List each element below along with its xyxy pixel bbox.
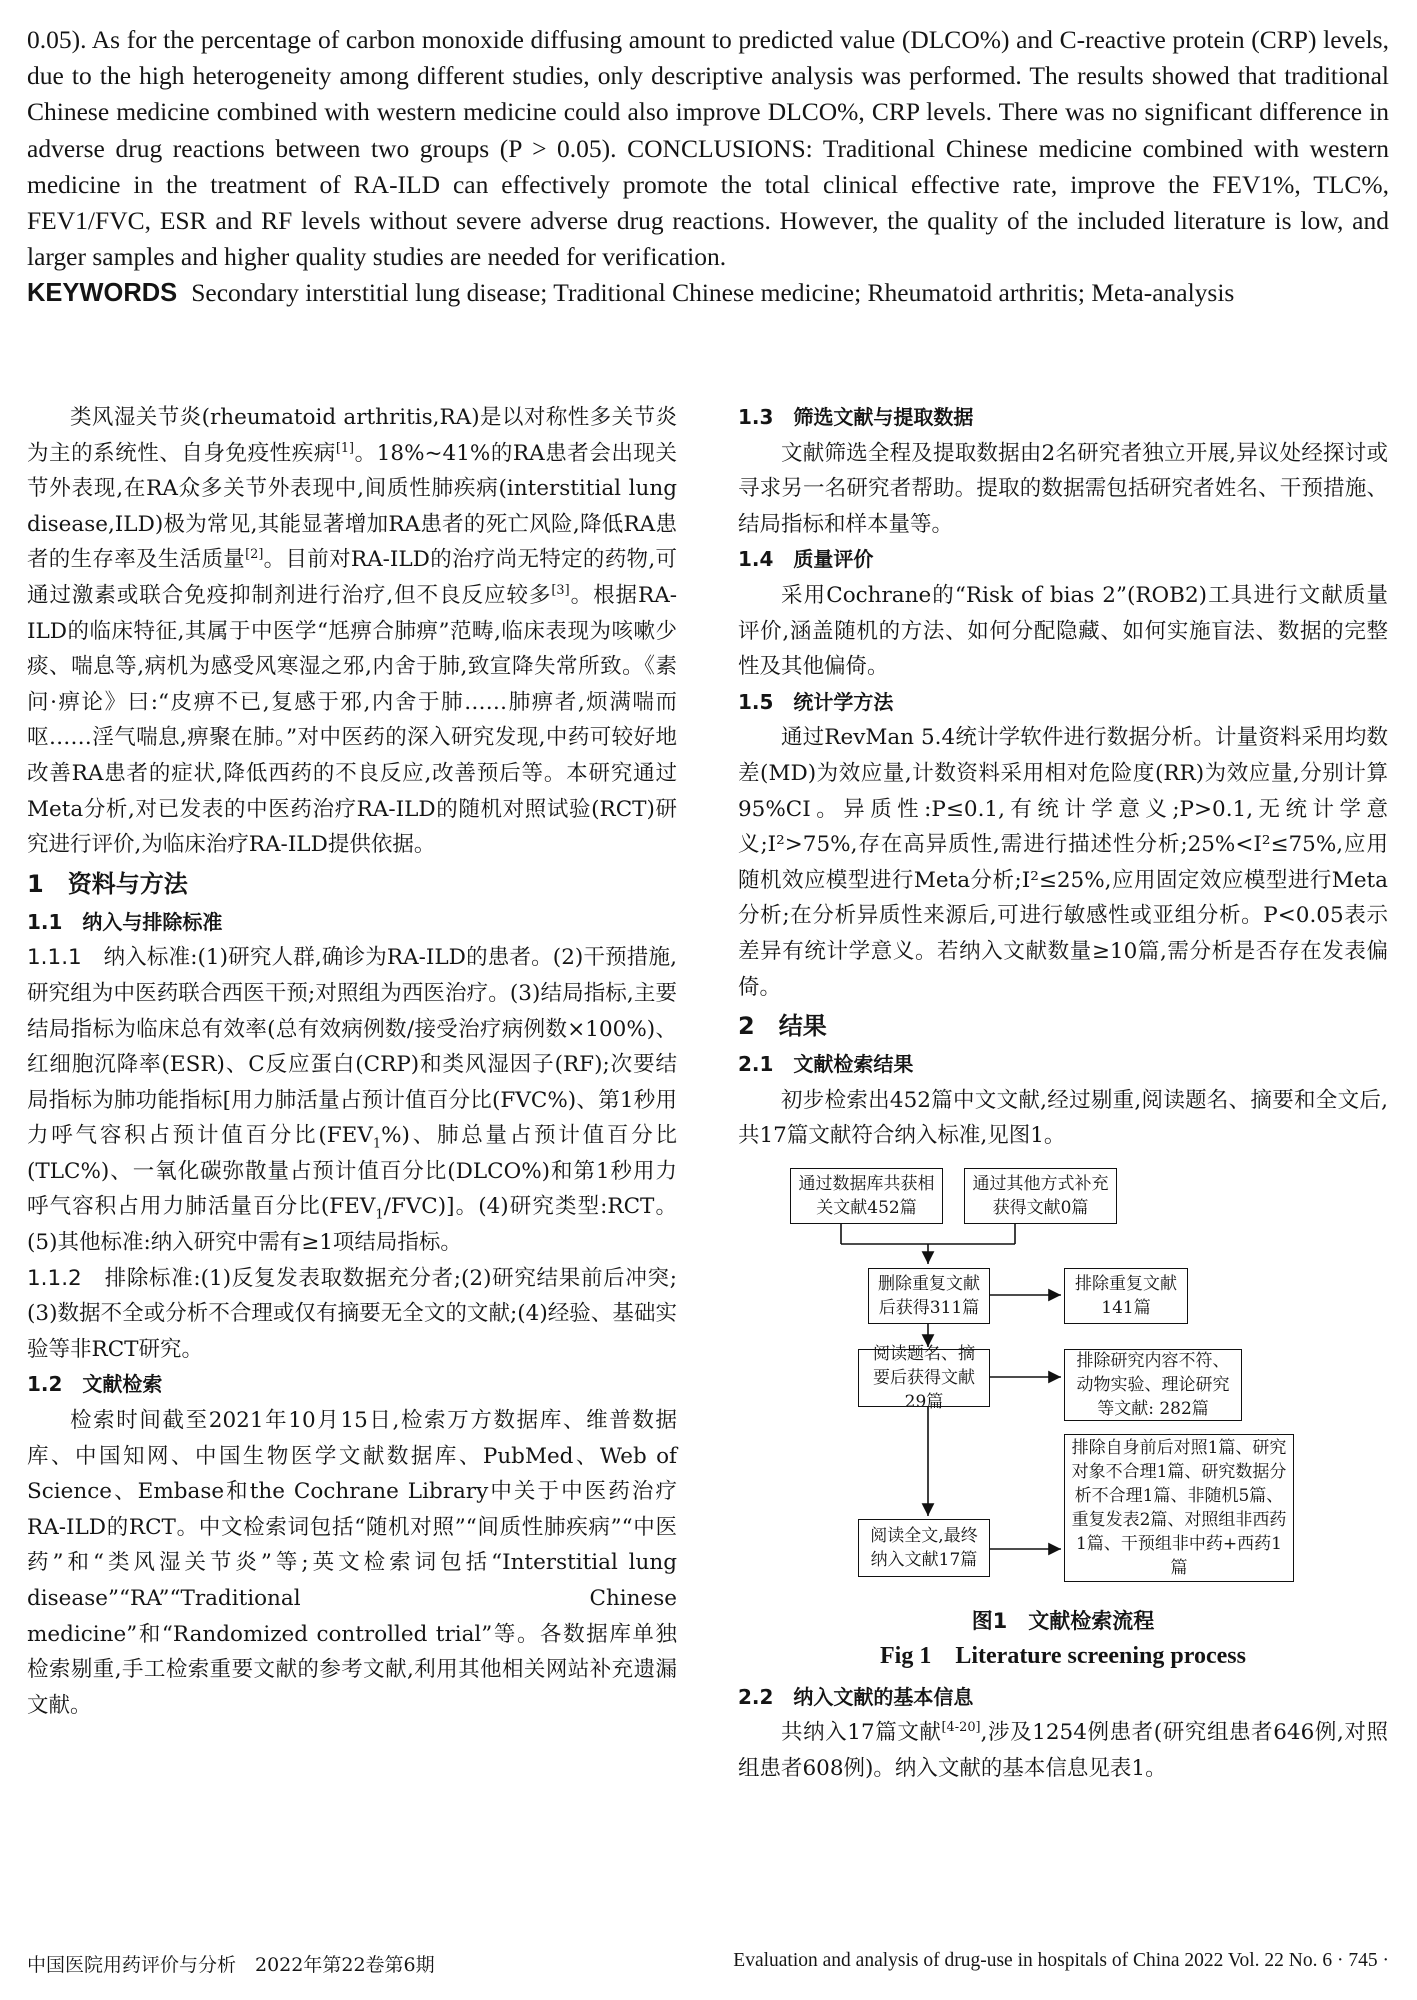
keywords-line <box>27 275 1389 311</box>
paragraph: 文献筛选全程及提取数据由2名研究者独立开展,异议处经探讨或寻求另一名研究者帮助。提取的数据需包括研究者姓名、干预措施、结局指标和样本量等。 <box>738 440 1388 537</box>
paragraph: 共纳入17篇文献[4-20],涉及1254例患者(研究组患者646例,对照组患者608例)。纳入文献的基本信息见表1。 <box>738 1720 1388 1782</box>
keywords-label: KEYWORDS <box>27 279 178 308</box>
subsection-heading: 2.1 文献检索结果 <box>738 1052 914 1077</box>
intro-paragraph: 类风湿关节炎(rheumatoid arthritis,RA)是以对称性多关节炎为主的系统性、自身免疫性疾病[1]。18%~41%的RA患者会出现关节外表现,在RA众多关节外表现中,间质性肺疾病(interstitial lung disease,ILD)极为常见,其能显著增加RA患者的死亡风险,降低RA患者的生存率及生活质量[2]。目前对RA-ILD的治疗尚无特定的药物,可通过激素或联合免疫抑制剂进行治疗,但不良反应较多[3]。根据RA-ILD的临床特征,其属于中医学“尪痹合肺痹”范畴,临床表现为咳嗽少痰、喘息等,病机为感受风寒湿之邪,内舍于肺,致宣降失常所致。《素问·痹论》曰:“皮痹不已,复感于邪,内舍于肺……肺痹者,烦满喘而呕……淫气喘息,痹聚在肺。”对中医药的深入研究发现,中药可较好地改善RA患者的症状,降低西药的不良反应,改善预后等。本研究通过Meta分析,对已发表的中医药治疗RA-ILD的随机对照试验(RCT)研究进行评价,为临床治疗RA-ILD提供依据。 <box>27 405 677 858</box>
abstract-text: 0.05). As for the percentage of carbon monoxide diffusing amount to predicted value (DLCO%) and C-reactive protein (CRP) levels, due to the high heterogeneity among different studies, only descriptive analysis was performed. The results showed that traditional Chinese medicine combined with western medicine could also improve DLCO%, CRP levels. There was no significant difference in adverse drug reactions between two groups (P > 0.05). CONCLUSIONS: Traditional Chinese medicine combined with western medicine in the treatment of RA-ILD can effectively promote the total clinical effective rate, improve the FEV1%, TLC%, FEV1/FVC, ESR and RF levels without severe adverse drug reactions. However, the quality of the included literature is low, and larger samples and higher quality studies are needed for verification. <box>27 25 1389 272</box>
keywords: Secondary interstitial lung disease; Traditional Chinese medicine; Rheumatoid arthritis; Meta-analysis <box>191 278 1235 308</box>
flow-box-title-abstract: 阅读题名、摘要后获得文献29篇 <box>858 1349 990 1407</box>
journal-name-cn: 中国医院用药评价与分析 2022年第22卷第6期 <box>27 1954 435 1976</box>
paragraph: 通过RevMan 5.4统计学软件进行数据分析。计量资料采用均数差(MD)为效应量,计数资料采用相对危险度(RR)为效应量,分别计算95%CI。异质性:P≤0.1,有统计学意义;P>0.1,无统计学意义;I²>75%,存在高异质性,需进行描述性分析;25%<I²≤75%,应用随机效应模型进行Meta分析;I²≤25%,应用固定效应模型进行Meta分析;在分析异质性来源后,可进行敏感性或亚组分析。P<0.05表示差异有统计学意义。若纳入文献数量≥10篇,需分析是否存在发表偏倚。 <box>738 725 1388 1000</box>
subsection-heading: 1.5 统计学方法 <box>738 689 894 714</box>
subsection-heading: 1.4 质量评价 <box>738 547 874 572</box>
flow-box-database: 通过数据库共获相关文献452篇 <box>790 1168 943 1224</box>
flowchart-figure <box>738 1164 1388 1604</box>
paragraph: 1.1.1 纳入标准:(1)研究人群,确诊为RA-ILD的患者。(2)干预措施,研究组为中医药联合西医干预;对照组为西医治疗。(3)结局指标,主要结局指标为临床总有效率(总有效病例数/接受治疗病例数×100%)、红细胞沉降率(ESR)、C反应蛋白(CRP)和类风湿因子(RF);次要结局指标为肺功能指标[用力肺活量占预计值百分比(FVC%)、第1秒用力呼气容积占预计值百分比$(FEV_1\%)$、肺总量占预计值百分比(TLC%)、一氧化碳弥散量占预计值百分比(DLCO%)和第1秒用力呼气容积占用力肺活量百分比$(FEV_1/FVC)$]。(4)研究类型:RCT。(5)其他标准:纳入研究中需有≥1项结局指标。 <box>27 945 677 1256</box>
flow-box-title-excluded: 排除研究内容不符、动物实验、理论研究等文献: 282篇 <box>1064 1349 1242 1421</box>
flow-box-fulltext-excluded: 排除自身前后对照1篇、研究对象不合理1篇、研究数据分析不合理1篇、非随机5篇、重复发表2篇、对照组非西药1篇、干预组非中药+西药1篇 <box>1064 1434 1294 1582</box>
citation: [1] <box>335 440 355 456</box>
subsection-heading: 1.3 筛选文献与提取数据 <box>738 405 974 429</box>
paragraph: 初步检索出452篇中文文献,经过剔重,阅读题名、摘要和全文后,共17篇文献符合纳入标准,见图1。 <box>738 1087 1388 1149</box>
flow-box-dedup: 删除重复文献后获得311篇 <box>868 1268 990 1324</box>
journal-name-en: Evaluation and analysis of drug-use in hospitals of China 2022 Vol. 22 No. 6 · 745 · <box>733 1950 1389 1971</box>
flow-box-dedup-excluded: 排除重复文献141篇 <box>1064 1268 1188 1324</box>
citation: [3] <box>551 582 570 598</box>
subsection-heading: 1.1 纳入与排除标准 <box>27 909 223 934</box>
figure-caption-en: Fig 1 Literature screening process <box>880 1642 1246 1669</box>
paragraph: 1.1.2 排除标准:(1)反复发表取数据充分者;(2)研究结果前后冲突;(3)数据不全或分析不合理或仅有摘要无全文的文献;(4)经验、基础实验等非RCT研究。 <box>27 1265 677 1362</box>
paragraph: 采用Cochrane的“Risk of bias 2”(ROB2)工具进行文献质量评价,涵盖随机的方法、如何分配隐藏、如何实施盲法、数据的完整性及其他偏倚。 <box>738 582 1388 680</box>
right-column <box>738 400 1388 1787</box>
flow-box-other-sources: 通过其他方式补充获得文献0篇 <box>964 1168 1117 1224</box>
subsection-heading: 2.2 纳入文献的基本信息 <box>738 1684 974 1709</box>
figure-caption-cn: 图1 文献检索流程 <box>971 1608 1155 1633</box>
section-heading: 1 资料与方法 <box>27 869 188 898</box>
citation: [4-20] <box>941 1720 981 1736</box>
paragraph: 检索时间截至2021年10月15日,检索万方数据库、维普数据库、中国知网、中国生物医学文献数据库、PubMed、Web of Science、Embase和the Cochrane Library中关于中医药治疗RA-ILD的RCT。中文检索词包括“随机对照”“间质性肺疾病”“中医药”和“类风湿关节炎”等;英文检索词包括“Interstitial lung disease”“RA”“Traditional Chinese medicine”和“Randomized controlled trial”等。各数据库单独检索剔重,手工检索重要文献的参考文献,利用其他相关网站补充遗漏文献。 <box>27 1408 677 1718</box>
flow-box-fulltext: 阅读全文,最终纳入文献17篇 <box>858 1519 990 1577</box>
page-footer <box>27 1950 1389 1977</box>
citation: [2] <box>245 547 264 563</box>
english-abstract <box>27 22 1389 312</box>
subsection-heading: 1.2 文献检索 <box>27 1372 163 1397</box>
left-column <box>27 400 677 1723</box>
section-heading: 2 结果 <box>738 1012 827 1041</box>
